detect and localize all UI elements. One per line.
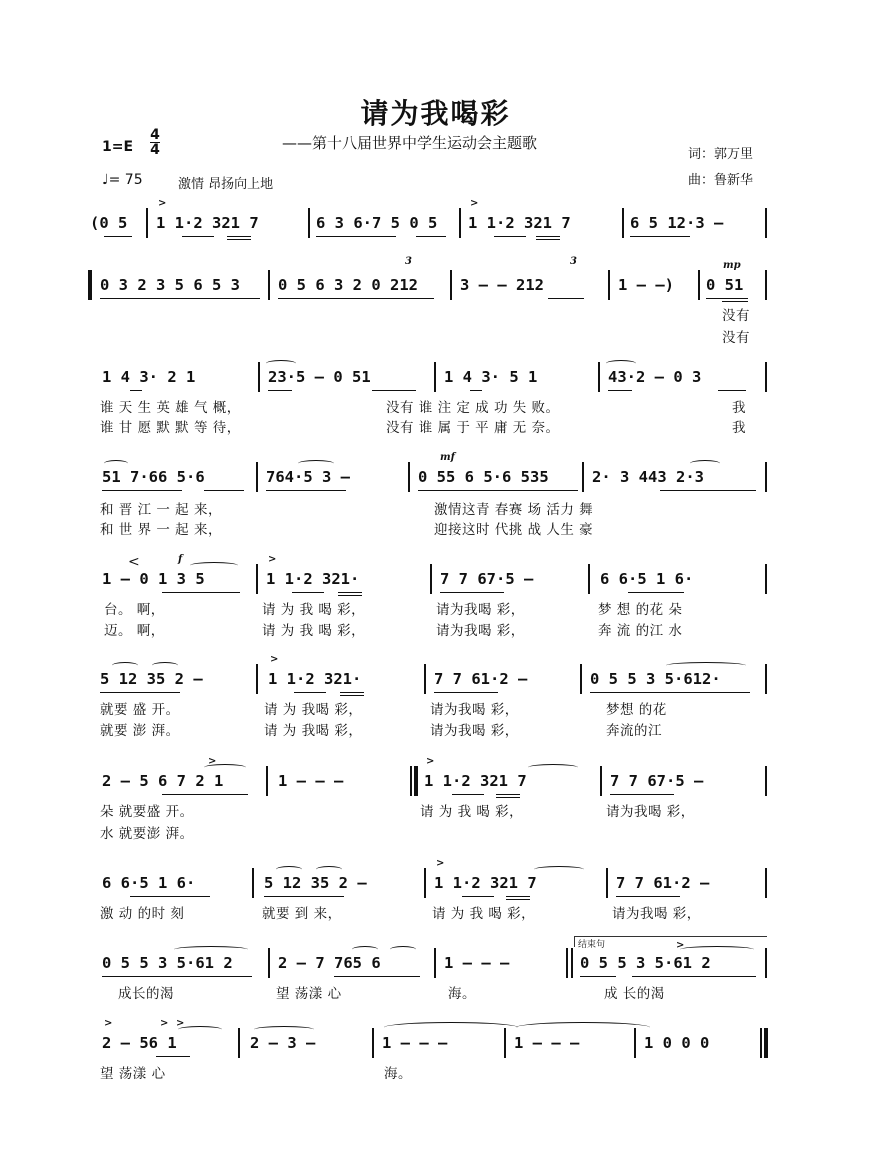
slur [390,946,416,953]
double-barline [571,948,573,978]
time-numerator: 4 [150,127,160,143]
underline [616,896,680,897]
barline [430,564,432,594]
slur [352,946,378,953]
underline [338,592,362,593]
underline [100,692,180,693]
barline [256,564,258,594]
barline [608,270,610,300]
underline [536,236,560,237]
repeat-end-barline [410,766,412,796]
slur [316,866,342,873]
measure: 2 – 7 765 6 [278,954,381,972]
accent-mark: > [426,756,435,767]
underline [434,692,498,693]
underline [548,298,584,299]
ending-label: 结束句 [578,940,606,950]
barline [238,1028,240,1058]
lyric-verse-1: 梦 想 的花 朵 [598,602,683,618]
measure: (0 5 [90,214,128,232]
tie [254,1026,314,1033]
slur [534,866,584,873]
barline [256,664,258,694]
underline [398,298,434,299]
measure: 1 – 0 1 3 5 [102,570,205,588]
underline [162,592,240,593]
underline [102,490,182,491]
song-title: 请为我喝彩 [360,97,511,130]
underline [162,794,248,795]
underline [628,592,684,593]
barline [268,270,270,300]
measure: 1 – –) [618,276,674,294]
slur [680,946,754,953]
measure: 1 – – – [278,772,344,790]
measure: 7 7 61·2 – [616,874,710,892]
note-row [0,272,871,298]
triplet-mark: 3 [570,256,577,267]
underline [292,592,324,593]
measure: 6 6·5 1 6· [600,570,694,588]
underline [372,390,416,391]
measure: 0 5 5 3 5·612· [590,670,721,688]
lyric-verse-1: 望 荡漾 心 [100,1066,166,1082]
barline [622,208,624,238]
slur [606,360,636,367]
note-row [0,870,871,896]
barline [765,362,767,392]
slur [112,662,138,669]
lyric-verse-2: 就要 澎 湃。 [100,723,180,739]
lyric-verse-1: 请 为 我 喝 彩， [432,906,536,922]
lyric-verse-2: 和 世 界 一 起 来， [100,522,222,538]
underline [462,896,494,897]
barline [765,208,767,238]
lyric-verse-1: 就要 盛 开。 [100,702,180,718]
slur [190,562,238,569]
accent-mark: > [676,940,685,951]
measure: 1 1·2 321· [268,670,362,688]
underline [182,236,214,237]
measure: 1 0 0 0 [644,1034,710,1052]
measure: 1 4 3· 5 1 [444,368,538,386]
measure: 1 – – – [382,1034,448,1052]
note-row [0,950,871,976]
measure: 0 5 5 3 5·61 2 [580,954,711,972]
tie [516,1022,650,1033]
accent-mark: > [176,1018,185,1029]
underline [294,692,326,693]
song-subtitle: ——第十八届世界中学生运动会主题歌 [282,134,538,152]
measure: 1 1·2 321 7 [156,214,259,232]
dynamic-mf: mf [440,452,455,463]
lyric-verse-1: 激 动 的时 刻 [100,906,185,922]
lyric-verse-1: 请为我喝 彩， [436,602,525,618]
slur [666,662,746,669]
lyricist-credit: 词：郭万里 [688,147,754,162]
underline [580,976,616,977]
accent-mark: > [268,554,277,565]
slur [266,360,296,367]
accent-mark: > [104,1018,113,1029]
measure: 43·2 – 0 3 [608,368,702,386]
note-row [0,464,871,490]
underline [418,490,578,491]
barline [698,270,700,300]
underline [264,896,344,897]
slur [528,764,578,771]
underline [506,899,530,900]
underline [340,692,364,693]
barline [765,766,767,796]
underline [130,390,142,391]
barline [308,208,310,238]
underline [416,236,446,237]
crescendo-mark: < [128,554,140,570]
measure: 1 1·2 321 7 [468,214,571,232]
lyric-verse-2: 奔 流 的江 水 [598,623,683,639]
final-barline [760,1028,762,1058]
barline [434,948,436,978]
lyric-verse-1: 请为我喝 彩， [430,702,519,718]
underline [452,794,484,795]
slur [276,866,302,873]
lyric-verse-1: 成长的渴 [118,986,174,1002]
measure: 2 – 5 6 7 2 1 [102,772,224,790]
barline [598,362,600,392]
lyric-verse-1: 没有 谁 注 定 成 功 失 败。 [386,400,560,416]
underline [338,595,362,596]
lyric-verse-1: 望 荡漾 心 [276,986,342,1002]
underline [104,236,132,237]
note-row [0,364,871,390]
lyric-verse-2: 奔流的江 [606,723,662,739]
measure: 0 3 2 3 5 6 5 3 [100,276,240,294]
time-signature [150,128,160,157]
barline [580,664,582,694]
barline [600,766,602,796]
lyric-verse-1: 激情这青 春赛 场 活力 舞 [434,502,594,518]
composer-credit: 曲：鲁新华 [688,173,754,188]
underline [718,390,746,391]
lyric-verse-1: 没有 [722,308,750,324]
lyric-verse-1: 朵 就要盛 开。 [100,804,194,820]
underline [496,797,520,798]
underline [706,298,748,299]
measure: 6 6·5 1 6· [102,874,196,892]
barline [424,664,426,694]
repeat-start-barline [88,270,92,300]
underline [536,239,560,240]
slur [690,460,720,467]
barline [434,362,436,392]
underline [204,490,244,491]
slur [178,1026,222,1033]
underline [266,490,346,491]
lyric-verse-2: 请为我喝 彩， [436,623,525,639]
underline [630,236,690,237]
accent-mark: > [160,1018,169,1029]
barline [258,362,260,392]
measure: 1 – – – [444,954,510,972]
barline [372,1028,374,1058]
barline [765,270,767,300]
underline [494,236,526,237]
note-row [0,210,871,236]
underline [660,490,756,491]
lyric-verse-2: 请 为 我喝 彩， [264,723,363,739]
measure: 1 4 3· 2 1 [102,368,196,386]
lyric-verse-2: 没有 [722,330,750,346]
slur [104,460,128,467]
expression-marking: 激情 昂扬向上地 [178,177,274,192]
underline [102,976,252,977]
dynamic-f: f [178,554,183,565]
measure: 3 – – 212 [460,276,544,294]
underline [227,239,251,240]
barline [424,868,426,898]
underline [590,692,750,693]
underline [100,298,260,299]
barline [582,462,584,492]
note-row [0,768,871,794]
barline [252,868,254,898]
underline [227,236,251,237]
barline [268,948,270,978]
slur [174,946,248,953]
lyric-verse-1: 海。 [448,986,476,1002]
measure: 1 1·2 321 7 [424,772,527,790]
lyric-verse-1: 请 为 我喝 彩， [264,702,363,718]
measure: 5 12 35 2 – [100,670,203,688]
measure: 51 7·66 5·6 [102,468,205,486]
measure: 1 1·2 321 7 [434,874,537,892]
time-denominator: 4 [150,142,160,158]
barline [606,868,608,898]
dynamic-mp: mp [723,260,741,271]
measure: 2 – 56 1 [102,1034,177,1052]
underline [632,976,756,977]
underline [278,298,398,299]
key-signature: 1=E [102,139,134,155]
measure: 7 7 67·5 – [440,570,534,588]
lyric-verse-1: 台。 啊， [104,602,165,618]
underline [506,896,530,897]
barline [459,208,461,238]
measure: 6 5 12·3 – [630,214,724,232]
lyric-verse-1: 我 [732,400,746,416]
lyric-verse-1: 海。 [384,1066,412,1082]
slur [204,764,246,771]
underline [130,896,210,897]
barline [765,948,767,978]
measure: 0 55 6 5·6 535 [418,468,549,486]
final-barline-thick [764,1028,768,1058]
tie [384,1022,518,1033]
accent-mark: > [436,858,445,869]
lyric-verse-2: 请 为 我 喝 彩， [262,623,366,639]
barline [765,868,767,898]
barline [765,664,767,694]
measure: 1 – – – [514,1034,580,1052]
measure: 1 1·2 321· [266,570,360,588]
measure: 23·5 – 0 51 [268,368,371,386]
underline [496,794,520,795]
barline [566,948,568,978]
accent-mark: > [270,654,279,665]
measure: 7 7 61·2 – [434,670,528,688]
underline [268,390,292,391]
lyric-verse-1: 成 长的渴 [604,986,665,1002]
underline [156,1056,190,1057]
note-row [0,666,871,692]
accent-mark: > [158,198,167,209]
lyric-verse-1: 就要 到 来， [262,906,342,922]
underline [608,390,632,391]
underline [316,236,396,237]
measure: 6 3 6·7 5 0 5 [316,214,438,232]
lyric-verse-1: 请 为 我 喝 彩， [262,602,366,618]
underline [334,976,420,977]
lyric-verse-2: 迎接这时 代挑 战 人生 豪 [434,522,594,538]
barline [146,208,148,238]
underline [340,695,364,696]
lyric-verse-2: 没有 谁 属 于 平 庸 无 奈。 [386,420,560,436]
underline [610,794,674,795]
lyric-verse-1: 梦想 的花 [606,702,667,718]
barline [450,270,452,300]
barline [266,766,268,796]
slur [298,460,334,467]
measure: 0 5 5 3 5·61 2 [102,954,233,972]
lyric-verse-1: 请 为 我 喝 彩， [420,804,524,820]
barline [765,564,767,594]
barline [588,564,590,594]
lyric-verse-1: 请为我喝 彩， [612,906,701,922]
accent-mark: > [208,756,217,767]
measure: 7 7 67·5 – [610,772,704,790]
tempo-marking: ♩= 75 [102,172,143,188]
underline [722,301,748,302]
repeat-end-barline-thick [414,766,418,796]
measure: 0 5 6 3 2 0 212 [278,276,418,294]
lyric-verse-2: 谁 甘 愿 默 默 等 待， [100,420,241,436]
note-row [0,1030,871,1056]
underline [470,390,482,391]
measure: 764·5 3 – [266,468,350,486]
measure: 0 51 [706,276,744,294]
barline [408,462,410,492]
barline [256,462,258,492]
measure: 2 – 3 – [250,1034,316,1052]
lyric-verse-2: 请为我喝 彩， [430,723,519,739]
measure: 5 12 35 2 – [264,874,367,892]
accent-mark: > [470,198,479,209]
lyric-verse-1: 谁 天 生 英 雄 气 概， [100,400,241,416]
slur [152,662,178,669]
measure: 2· 3 443 2·3 [592,468,704,486]
triplet-mark: 3 [405,256,412,267]
lyric-verse-2: 我 [732,420,746,436]
underline [440,592,504,593]
lyric-verse-2: 水 就要澎 湃。 [100,826,194,842]
lyric-verse-1: 和 晋 江 一 起 来， [100,502,222,518]
lyric-verse-1: 请为我喝 彩， [606,804,695,820]
lyric-verse-2: 迈。 啊， [104,623,165,639]
barline [765,462,767,492]
